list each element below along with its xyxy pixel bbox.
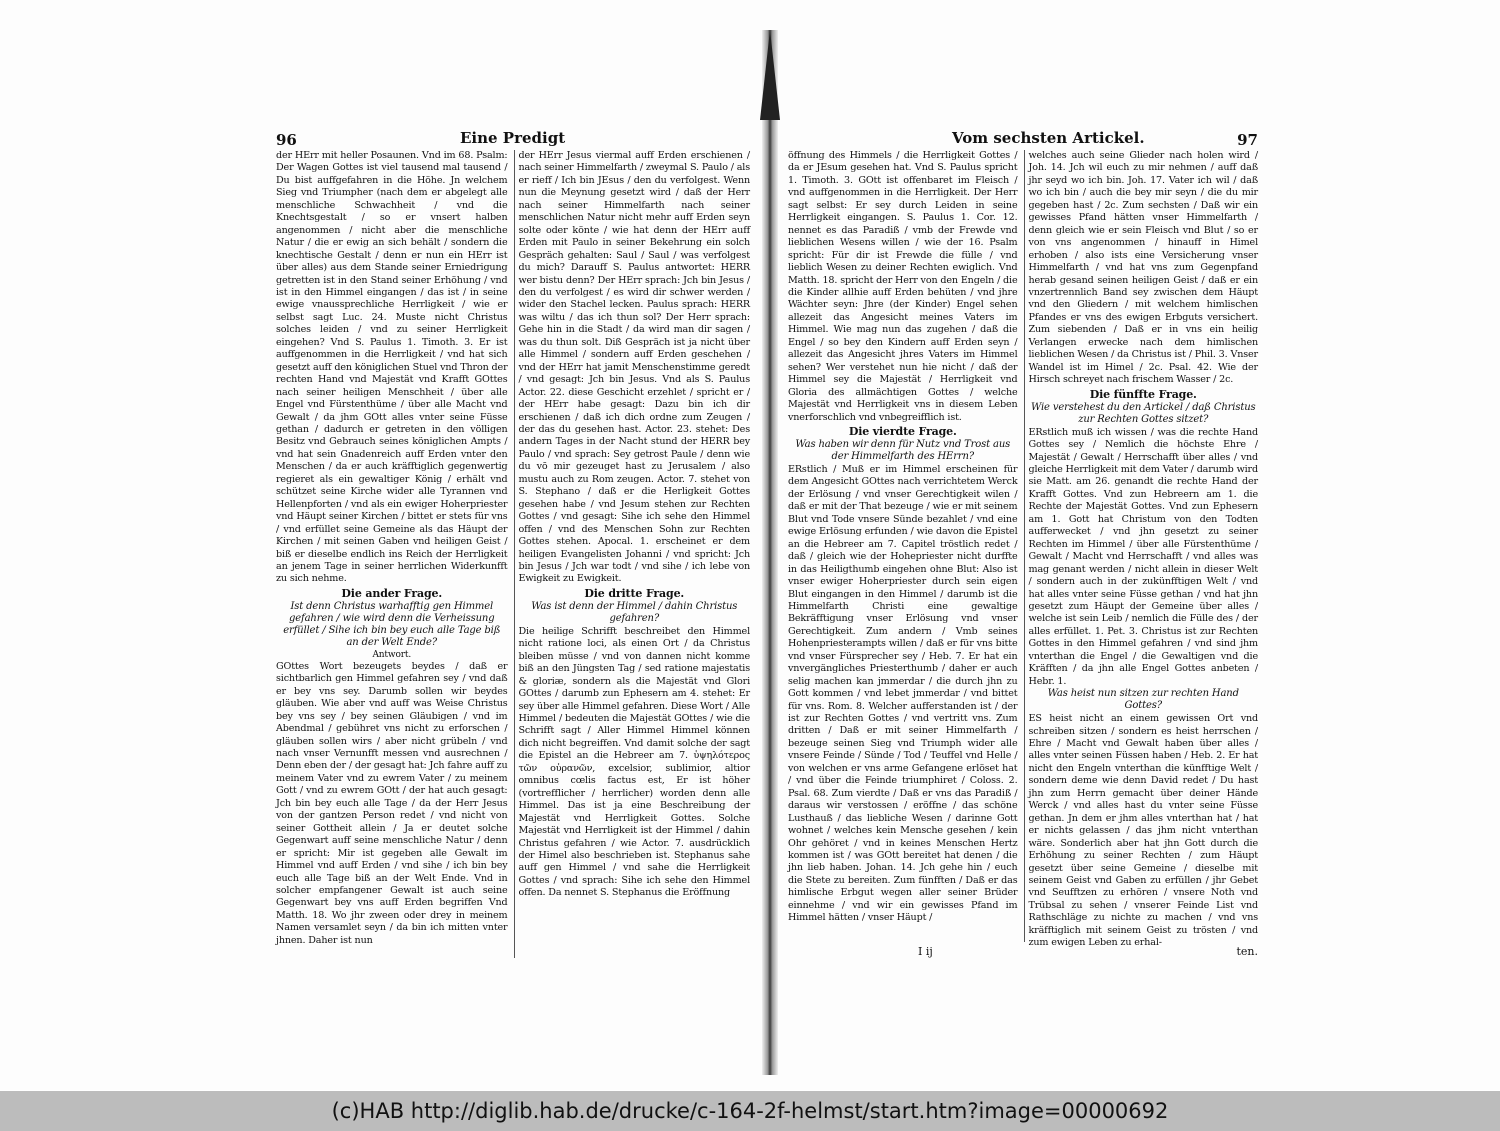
left-running-title: Eine Predigt — [460, 129, 566, 147]
right-running-title: Vom sechsten Artickel. — [952, 129, 1145, 147]
heading-line: Die fünffte Frage. — [1089, 387, 1197, 401]
question-line: Was haben wir denn für Nutz vnd Trost aus der Himmelfarth des HErrn? — [795, 438, 1011, 462]
attribution-text: (c)HAB http://diglib.hab.de/drucke/c-164-2f-helmst/start.htm?image=00000692 — [331, 1099, 1169, 1123]
text-paragraph: ERstlich / Muß er im Himmel erscheinen für dem Angesicht GOttes nach verrichtetem Werck der Erlösung / vnd vnser Gerechtigkeit wilen / daß er mit der That bezeuge / wie er mit seinem Blut vnd Tode vnsere Sünde bezahlet / vnd eine ewige Erlösung erfunden / wie davon die Epistel an die Hebreer am 7. Capitel tröstlich redet / daß / gleich wie der Hohepriester nicht durffte in das Heiligthumb eingehen ohne Blut: Also ist vnser ewiger Hoherpriester durch sein eigen Blut eingangen in den Himmel / darumb ist die Himmelfarth Christi eine gewaltige Bekräfftigung vnser Erlösung vnd vnser Gerechtigkeit. Zum andern / Vmb seines Hohenpriesterampts willen / daß er für vns bitte vnd vnser Fürsprecher sey / Heb. 7. Er hat ein vnvergängliches Priesterthumb / daher er auch selig machen kan jmmerdar / die durch jhn zu Gott kommen / vnd lebet jmmerdar / vnd bittet für vns. Rom. 8. Welcher aufferstanden ist / der ist zur Rechten Gottes / vnd vertritt vns. Zum dritten / Daß er mit seiner Himmelfarth / bezeuge seinen Sieg vnd Triumph wider alle vnsere Feinde / Sünde / Tod / Teuffel vnd Helle / von welchen er vns arme Gefangene erlöset hat / vnd über die Feinde triumphiret / Coloss. 2. Psal. 68. Zum vierdte / Daß er vns das Paradiß / daraus wir verstossen / eröffne / das schöne Lusthauß / das liebliche Wesen / darinne Gott wohnet / welches kein Mensche gesehen / kein Ohr gehöret / vnd in keines Menschen Hertz kommen ist / was GOtt bereitet hat denen / die jhn lieb haben. Johan. 14. Jch gehe hin / euch die Stete zu bereiten. Zum fünfften / Daß er das himlische Erbgut wegen aller seiner Brüder einnehme / vnd wir ein gewisses Pfand im Himmel hätten / vnser Häupt / — [788, 463, 1018, 924]
right-page — [788, 128, 1258, 958]
text-paragraph: öffnung des Himmels / die Herrligkeit Gottes / da er JEsum gesehen hat. Vnd S. Paulus spricht 1. Timoth. 3. GOtt ist offenbaret im Fleisch / vnd auffgenommen in die Herrligkeit. Der Herr sagt selbst: Er sey durch Leiden in seine Herrligkeit eingangen. S. Paulus 1. Cor. 12. nennet es das Paradiß / vmb der Frewde vnd lieblichen Wesens willen / wie der 16. Psalm spricht: Für dir ist Frewde die fülle / vnd lieblich Wesen zu deiner Rechten ewiglich. Vnd Matth. 18. spricht der Herr von den Engeln / die die Kinder allhie auff Erden behüten / vnd jhre Wächter seyn: Jhre (der Kinder) Engel sehen allezeit das Angesicht meines Vaters im Himmel. Wie mag nun das zugehen / daß die Engel / so bey den Kindern auff Erden seyn / allezeit das Angesicht jhres Vaters im Himmel sehen? Wer verstehet nun hie nicht / daß der Himmel sey die Majestät / Herrligkeit vnd Gloria des allmächtigen Gottes / welche Majestät vnd Herrligkeit vns in diesem Leben vnerforschlich vnd vnbegreifflich ist. — [788, 150, 1018, 423]
text-paragraph: Die heilige Schrifft beschreibet den Himmel nicht ratione loci, als einen Ort / da Christus bleiben müsse / vnd von dannen nicht komme biß an den Jüngsten Tag / sed ratione majestatis & gloriæ, sondern als die Majestät vnd Glori GOttes / darumb zun Ephesern am 4. stehet: Er sey über alle Himmel gefahren. Diese Wort / Alle Himmel / bedeuten die Majestät GOttes / wie die Schrifft sagt / Aller Himmel Himmel können dich nicht begreiffen. Vnd damit solche der sagt die Epistel an die Hebreer am 7. ὑψηλότερος τῶν οὐρανῶν, excelsior, sublimior, altior omnibus cœlis factus est, Er ist höher (vortrefflicher / herrlicher) worden denn alle Himmel. Das ist ja eine Beschreibung der Majestät vnd Herrligkeit Gottes. Solche Majestät vnd Herrligkeit ist der Himmel / dahin Christus gefahren / wie Actor. 7. ausdrücklich der Himel also beschrieben ist. Stephanus sahe auff gen Himmel / vnd sahe die Herrligkeit Gottes / vnd sprach: Sihe ich sehe den Himmel offen. Da nennet S. Stephanus die Eröffnung — [518, 625, 750, 899]
left-columns — [276, 150, 750, 958]
heading-line: Die dritte Frage. — [584, 586, 685, 600]
book-gutter — [762, 30, 778, 1075]
right-running-head — [788, 128, 1258, 150]
text-paragraph: ES heist nicht an einem gewissen Ort vnd schreiben sitzen / sondern es heist herrschen / Ehre / Macht vnd Gewalt haben über alles / alles vnter seinen Füssen haben / Heb. 2. Er hat nicht den Engeln vnterthan die künfftige Welt / sondern deme wie denn David redet / Du hast jhn zum Herrn gemacht über deiner Hände Werck / vnd alles hast du vnter seine Füsse gethan. Jn dem er jhm alles vnterthan hat / hat er nichts gelassen / das jhm nicht vnterthan wäre. Sonderlich aber hat jhn Gott durch die Erhöhung zu seiner Rechten / zum Häupt gesetzt über seine Gemeine / dieselbe mit seinem Geist vnd Gaben zu erfüllen / jhr Gebet vnd Seufftzen zu erhören / vnsere Noth vnd Trübsal zu sehen / vnserer Feinde List vnd Rathschläge zu nichte zu machen / vnd vns kräfftiglich mit seinem Geist zu trösten / vnd zum ewigen Leben zu erhal- — [1028, 713, 1258, 949]
left-column-1 — [276, 150, 508, 958]
right-columns — [788, 150, 1258, 949]
left-page — [276, 128, 750, 958]
catchword: ten. — [1236, 945, 1258, 958]
answer-line: Antwort. — [372, 649, 412, 660]
question-line: Wie verstehest du den Artickel / daß Christus zur Rechten Gottes sitzet? — [1031, 401, 1256, 425]
left-column-2 — [514, 150, 751, 958]
heading-line: Die vierdte Frage. — [848, 424, 957, 438]
text-paragraph: der HErr mit heller Posaunen. Vnd im 68. Psalm: Der Wagen Gottes ist viel tausend mal tausend / Du bist auffgefahren in die Höhe. Jn welchem Sieg vnd Triumpher (nach dem er abgelegt alle menschliche Schwachheit / vnd die Knechtsgestalt / so er vnsert halben angenommen / nicht aber die menschliche Natur / die er ewig an sich behält / sondern die knechtische Gestalt / denn er nun ein HErr ist über alles) aus dem Stande seiner Erniedrigung getretten ist in den Stand seiner Erhöhung / vnd ist in den Himmel eingangen / das ist / in seine ewige vnaussprechliche Herrligkeit / wie er selbst sagt Luc. 24. Muste nicht Christus solches leiden / vnd zu seiner Herrligkeit eingehen? Vnd S. Paulus 1. Timoth. 3. Er ist auffgenommen in die Herrligkeit / vnd hat sich gesetzt auff den königlichen Stuel vnd Thron der rechten Hand vnd Majestät vnd Krafft GOttes nach seiner heiligen Menschheit / über alle Engel vnd Fürstenthüme / über alle Macht vnd Gewalt / da jhm GOtt alles vnter seine Füsse gethan / dadurch er getreten in den völligen Besitz vnd Gebrauch seines königlichen Ampts / vnd hat sein Gnadenreich auff Erden vnter den Menschen / da er auch kräfftiglich gegenwertig regieret als ein gewaltiger König / erhält vnd schützet seine Kirche wider alle Tyrannen vnd Hellenpforten / vnd als ein ewiger Hoherpriester vnd Häupt seiner Kirchen / bittet er stets für vns / vnd erfüllet seine Gemeine als das Häupt der Kirchen / mit seinen Gaben vnd heiligen Geist / biß er dieselbe endlich ins Reich der Herrligkeit an jenem Tage in seiner herrlichen Widerkunfft zu sich nehme. — [276, 150, 508, 585]
attribution-bar — [0, 1091, 1500, 1131]
text-paragraph: ERstlich muß ich wissen / was die rechte Hand Gottes sey / Nemlich die höchste Ehre / Majestät / Gewalt / Herrschafft über alles / vnd gleiche Herrligkeit mit dem Vater / darumb wird sie Matt. am 26. genandt die rechte Hand der Krafft Gottes. Vnd zun Hebreern am 1. die Rechte der Majestät Gottes. Vnd zun Ephesern am 1. Gott hat Christum von den Todten aufferwecket / vnd jhn gesetzt zu seiner Rechten im Himmel / über alle Fürstenthüme / Gewalt / Macht vnd Herrschafft / vnd alles was mag genant werden / nicht allein in dieser Welt / sondern auch in der zukünfftigen Welt / vnd hat alles vnter seine Füsse gethan / vnd hat jhn gesetzt zum Häupt der Gemeine über alles / welche ist sein Leib / nemlich die Fülle des / der alles erfüllet. 1. Pet. 3. Christus ist zur Rechten Gottes in den Himmel gefahren / vnd sind jhm vnterthan die Engel / die Gewaltigen vnd die Kräfften / da jhn alle Engel Gottes anbeten / Hebr. 1. — [1028, 426, 1258, 687]
heading-line: Die ander Frage. — [341, 586, 443, 600]
left-running-head — [276, 128, 750, 150]
question-line: Was ist denn der Himmel / dahin Christus gefahren? — [531, 600, 738, 624]
left-page-number: 96 — [276, 131, 297, 149]
text-paragraph: welches auch seine Glieder nach holen wird / Joh. 14. Jch wil euch zu mir nehmen / auff daß jhr seyd wo ich bin. Joh. 17. Vater ich wil / daß wo ich bin / auch die bey mir seyn / die du mir gegeben hast / 2c. Zum sechsten / Daß wir ein gewisses Pfand hätten vnser Himmelfarth / denn gleich wie er sein Fleisch vnd Blut / so er von vns angenommen / hinauff in Himel erhoben / also ists eine Versicherung vnser Himmelfarth / vnd hat vns zum Gegenpfand herab gesand seinen heiligen Geist / daß er ein vnzertrennlich Band sey zwischen dem Häupt vnd den Gliedern / mit welchem himlischen Pfandes er vns des ewigen Erbguts versichert. Zum siebenden / Daß er in vns ein heilig Verlangen erwecke nach dem himlischen lieblichen Wesen / da Christus ist / Phil. 3. Vnser Wandel ist im Himel / 2c. Psal. 42. Wie der Hirsch schreyet nach frischem Wasser / 2c. — [1028, 150, 1258, 386]
question-line: Was heist nun sitzen zur rechten Hand Gottes? — [1047, 688, 1239, 712]
right-column-1 — [788, 150, 1018, 942]
text-paragraph: der HErr Jesus viermal auff Erden erschienen / nach seiner Himmelfarth / zweymal S. Paulo / als er rieff / Ich bin JEsus / den du verfolgest. Wenn nun die Meynung gesetzt wird / daß der Herr nach seiner Himmelfarth nach seiner menschlichen Natur nicht mehr auff Erden seyn solte oder könte / wie hat denn der HErr auff Erden mit Paulo in seiner Bekehrung ein solch Gespräch gehalten: Saul / Saul / was verfolgest du mich? Darauff S. Paulus antwortet: HERR wer bistu denn? Der HErr sprach: Jch bin Jesus / den du verfolgest / es wird dir schwer werden / wider den Stachel lecken. Paulus sprach: HERR was wiltu / das ich thun sol? Der Herr sprach: Gehe hin in die Stadt / da wird man dir sagen / was du thun solt. Diß Gespräch ist ja nicht über alle Himmel / sondern auff Erden geschehen / vnd der HErr hat jamit Menschenstimme geredt / vnd gesagt: Jch bin Jesus. Vnd als S. Paulus Actor. 22. diese Geschicht erzehlet / spricht er / der HErr habe gesagt: Dazu bin ich dir erschienen / daß ich dich ordne zum Zeugen / der das du gesehen hast. Actor. 23. stehet: Des andern Tages in der Nacht stund der HERR bey Paulo / vnd sprach: Sey getrost Paule / denn wie du vō mir gezeuget hast zu Jerusalem / also mustu auch zu Rom zeugen. Actor. 7. stehet von S. Stephano / daß er die Herligkeit Gottes gesehen habe / vnd Jesum stehen zur Rechten Gottes / vnd gesagt: Sihe ich sehe den Himmel offen / vnd des Menschen Sohn zur Rechten Gottes stehen. Apocal. 1. erscheinet er dem heiligen Evangelisten Johanni / vnd spricht: Jch bin Jesus / Jch war todt / vnd sihe / ich lebe von Ewigkeit zu Ewigkeit. — [518, 150, 750, 585]
signature-mark: I ij — [918, 945, 933, 958]
text-paragraph: GOttes Wort bezeugets beydes / daß er sichtbarlich gen Himmel gefahren sey / vnd daß er bey vns sey. Darumb sollen wir beydes gläuben. Wie aber vnd auff was Weise Christus bey vns sey / bey seinen Gläubigen / vnd im Abendmal / gebühret vns nicht zu erforschen / gläuben sollen wirs / aber nicht grübeln / vnd nach vnser Vernunfft messen vnd ausrechnen / Denn eben der / der gesagt hat: Jch fahre auff zu meinem Vater vnd zu ewrem Vater / zu meinem Gott / vnd zu ewrem GOtt / der hat auch gesagt: Jch bin bey euch alle Tage / da der Herr Jesus von der gantzen Person redet / vnd nicht von seiner Gottheit allein / Ja er deutet solche Gegenwart auff seine menschliche Natur / denn er spricht: Mir ist gegeben alle Gewalt im Himmel vnd auff Erden / vnd sihe / ich bin bey euch alle Tage biß an der Welt Ende. Vnd in solcher empfangener Gewalt ist auch seine Gegenwart bey vns auff Erden begriffen Vnd Matth. 18. Wo jhr zween oder drey in meinem Namen versamlet seyn / da bin ich mitten vnter jhnen. Daher ist nun — [276, 660, 508, 946]
gutter-shadow-tip — [760, 30, 780, 120]
right-column-2 — [1024, 150, 1259, 949]
question-line: Ist denn Christus warhafftig gen Himmel gefahren / wie wird denn die Verheissung erfüllet / Sihe ich bin bey euch alle Tage biß an der Welt Ende? — [283, 600, 501, 648]
right-page-number: 97 — [1237, 131, 1258, 149]
